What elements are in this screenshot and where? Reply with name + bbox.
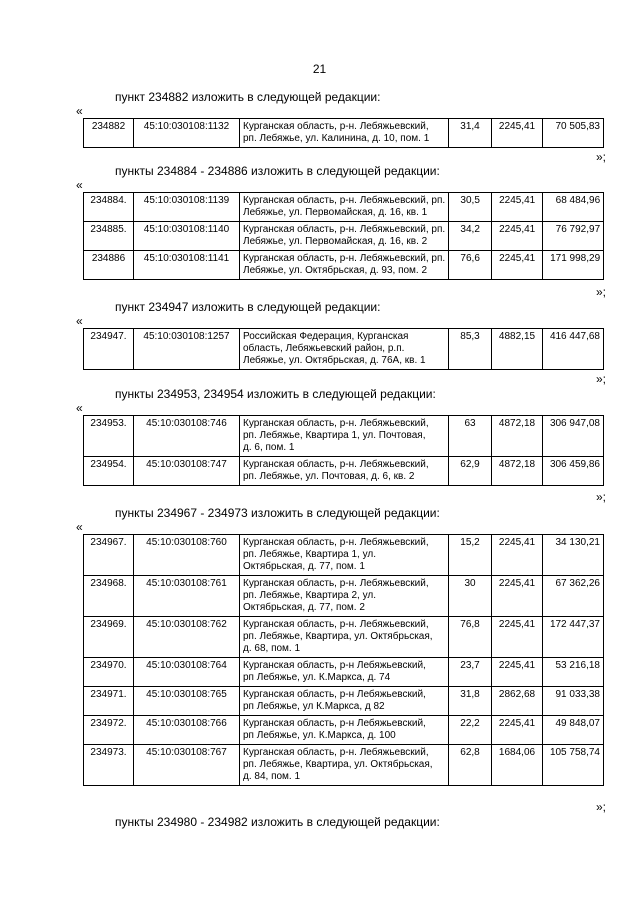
cell-number: 234886 — [84, 251, 134, 280]
cell-cadastral: 45:10:030108:747 — [134, 457, 240, 486]
cell-address: Курганская область, р-н Лебяжьевский, рп Лебяжье, ул. К.Маркса, д. 74 — [240, 658, 449, 687]
close-quote: »; — [596, 490, 607, 504]
cell-address: Курганская область, р-н. Лебяжьевский, рп. Лебяжье, Квартира 1, ул. Октябрьская, д. 77, пом. 1 — [240, 535, 449, 576]
close-quote: »; — [596, 285, 607, 299]
close-quote: »; — [596, 800, 607, 814]
cell-address: Курганская область, р-н. Лебяжьевский, рп. Лебяжье, ул. Калинина, д. 10, пом. 1 — [240, 119, 449, 148]
cell-price: 2245,41 — [492, 222, 543, 251]
cell-number: 234971. — [84, 687, 134, 716]
cell-price: 2245,41 — [492, 193, 543, 222]
cell-cadastral: 45:10:030108:765 — [134, 687, 240, 716]
section-heading: пункты 234980 - 234982 изложить в следующей редакции: — [115, 815, 440, 829]
cell-address: Курганская область, р-н Лебяжьевский, рп Лебяжье, ул К.Маркса, д 82 — [240, 687, 449, 716]
cell-number: 234953. — [84, 416, 134, 457]
section-heading: пункт 234947 изложить в следующей редакции: — [115, 300, 381, 314]
cell-address: Российская Федерация, Курганская область, Лебяжьевский район, р.п. Лебяжье, ул. Октябрьская, д. 76А, кв. 1 — [240, 329, 449, 370]
cell-price: 4872,18 — [492, 457, 543, 486]
close-quote: »; — [596, 150, 607, 164]
table-row — [84, 658, 604, 687]
table-row — [84, 535, 604, 576]
cell-cadastral: 45:10:030108:1139 — [134, 193, 240, 222]
property-table — [83, 328, 604, 370]
cell-total: 76 792,97 — [543, 222, 604, 251]
cell-cadastral: 45:10:030108:1141 — [134, 251, 240, 280]
cell-total: 172 447,37 — [543, 617, 604, 658]
section-heading: пункт 234882 изложить в следующей редакции: — [115, 90, 381, 104]
cell-area: 34,2 — [449, 222, 492, 251]
property-table — [83, 118, 604, 148]
cell-total: 34 130,21 — [543, 535, 604, 576]
open-quote: « — [76, 401, 83, 415]
cell-number: 234968. — [84, 576, 134, 617]
cell-total: 53 216,18 — [543, 658, 604, 687]
cell-address: Курганская область, р-н. Лебяжьевский, рп. Лебяжье, ул. Первомайская, д. 16, кв. 1 — [240, 193, 449, 222]
table-row — [84, 329, 604, 370]
open-quote: « — [76, 314, 83, 328]
cell-number: 234969. — [84, 617, 134, 658]
cell-total: 306 947,08 — [543, 416, 604, 457]
table-row — [84, 745, 604, 786]
cell-number: 234973. — [84, 745, 134, 786]
cell-cadastral: 45:10:030108:762 — [134, 617, 240, 658]
cell-address: Курганская область, р-н. Лебяжьевский, рп. Лебяжье, Квартира, ул. Октябрьская, д. 84, пом. 1 — [240, 745, 449, 786]
cell-area: 63 — [449, 416, 492, 457]
cell-area: 76,6 — [449, 251, 492, 280]
table-row — [84, 617, 604, 658]
cell-price: 4872,18 — [492, 416, 543, 457]
cell-number: 234954. — [84, 457, 134, 486]
cell-area: 31,8 — [449, 687, 492, 716]
cell-area: 62,9 — [449, 457, 492, 486]
cell-area: 76,8 — [449, 617, 492, 658]
cell-total: 171 998,29 — [543, 251, 604, 280]
cell-price: 2245,41 — [492, 251, 543, 280]
table-row — [84, 416, 604, 457]
cell-total: 70 505,83 — [543, 119, 604, 148]
cell-total: 49 848,07 — [543, 716, 604, 745]
cell-cadastral: 45:10:030108:1132 — [134, 119, 240, 148]
section-heading: пункты 234953, 234954 изложить в следующей редакции: — [115, 387, 436, 401]
cell-price: 2245,41 — [492, 119, 543, 148]
cell-total: 416 447,68 — [543, 329, 604, 370]
open-quote: « — [76, 104, 83, 118]
cell-address: Курганская область, р-н. Лебяжьевский, рп. Лебяжье, ул. Первомайская, д. 16, кв. 2 — [240, 222, 449, 251]
property-table — [83, 534, 604, 786]
cell-price: 2862,68 — [492, 687, 543, 716]
cell-area: 15,2 — [449, 535, 492, 576]
cell-number: 234972. — [84, 716, 134, 745]
cell-cadastral: 45:10:030108:1257 — [134, 329, 240, 370]
cell-address: Курганская область, р-н. Лебяжьевский, рп. Лебяжье, ул. Октябрьская, д. 93, пом. 2 — [240, 251, 449, 280]
cell-area: 30 — [449, 576, 492, 617]
table-row — [84, 716, 604, 745]
table-row — [84, 687, 604, 716]
cell-total: 91 033,38 — [543, 687, 604, 716]
cell-number: 234970. — [84, 658, 134, 687]
table-row — [84, 119, 604, 148]
section-heading: пункты 234884 - 234886 изложить в следующей редакции: — [115, 164, 440, 178]
cell-total: 67 362,26 — [543, 576, 604, 617]
cell-area: 22,2 — [449, 716, 492, 745]
cell-price: 1684,06 — [492, 745, 543, 786]
cell-number: 234884. — [84, 193, 134, 222]
cell-area: 62,8 — [449, 745, 492, 786]
cell-number: 234885. — [84, 222, 134, 251]
page-number: 21 — [312, 62, 327, 76]
cell-cadastral: 45:10:030108:767 — [134, 745, 240, 786]
cell-number: 234882 — [84, 119, 134, 148]
cell-cadastral: 45:10:030108:761 — [134, 576, 240, 617]
cell-area: 30,5 — [449, 193, 492, 222]
close-quote: »; — [596, 372, 607, 386]
cell-cadastral: 45:10:030108:760 — [134, 535, 240, 576]
table-row — [84, 576, 604, 617]
cell-cadastral: 45:10:030108:764 — [134, 658, 240, 687]
cell-price: 2245,41 — [492, 658, 543, 687]
cell-number: 234967. — [84, 535, 134, 576]
section-heading: пункты 234967 - 234973 изложить в следующей редакции: — [115, 506, 440, 520]
cell-price: 2245,41 — [492, 576, 543, 617]
property-table — [83, 192, 604, 280]
cell-total: 306 459,86 — [543, 457, 604, 486]
property-table — [83, 415, 604, 486]
table-row — [84, 457, 604, 486]
cell-price: 4882,15 — [492, 329, 543, 370]
table-row — [84, 193, 604, 222]
cell-total: 105 758,74 — [543, 745, 604, 786]
cell-price: 2245,41 — [492, 535, 543, 576]
cell-address: Курганская область, р-н. Лебяжьевский, рп. Лебяжье, ул. Почтовая, д. 6, кв. 2 — [240, 457, 449, 486]
cell-address: Курганская область, р-н. Лебяжьевский, рп. Лебяжье, Квартира 2, ул. Октябрьская, д. 77, пом. 2 — [240, 576, 449, 617]
cell-total: 68 484,96 — [543, 193, 604, 222]
cell-address: Курганская область, р-н. Лебяжьевский, рп. Лебяжье, Квартира 1, ул. Почтовая, д. 6, пом. 1 — [240, 416, 449, 457]
cell-address: Курганская область, р-н. Лебяжьевский, рп. Лебяжье, Квартира, ул. Октябрьская, д. 68, пом. 1 — [240, 617, 449, 658]
open-quote: « — [76, 178, 83, 192]
cell-cadastral: 45:10:030108:766 — [134, 716, 240, 745]
cell-price: 2245,41 — [492, 716, 543, 745]
cell-address: Курганская область, р-н Лебяжьевский, рп Лебяжье, ул. К.Маркса, д. 100 — [240, 716, 449, 745]
open-quote: « — [76, 520, 83, 534]
table-row — [84, 251, 604, 280]
cell-number: 234947. — [84, 329, 134, 370]
table-row — [84, 222, 604, 251]
cell-area: 85,3 — [449, 329, 492, 370]
cell-price: 2245,41 — [492, 617, 543, 658]
cell-area: 31,4 — [449, 119, 492, 148]
cell-cadastral: 45:10:030108:746 — [134, 416, 240, 457]
cell-cadastral: 45:10:030108:1140 — [134, 222, 240, 251]
cell-area: 23,7 — [449, 658, 492, 687]
